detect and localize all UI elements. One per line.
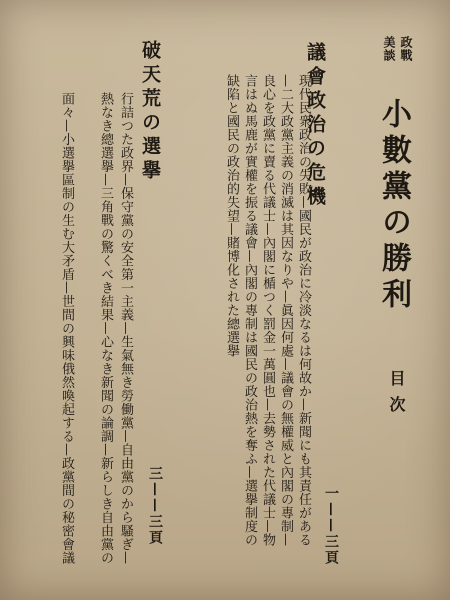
chapter-2-heading: 破天荒の選擧 bbox=[139, 40, 161, 184]
chapter-2-pages: 三——三頁 bbox=[147, 466, 163, 546]
series-label-line1: 政戰 bbox=[399, 36, 413, 62]
series-label-line2: 美談 bbox=[382, 36, 396, 62]
chapter-1-line: —二大政黨主義の消滅は其因なりや—眞因何處—議會の無權威と內閣の專制— bbox=[278, 74, 293, 547]
chapter-2-line: 行詰つた政界—保守黨の安全第一主義—生氣無き勞働黨—自由黨のから騷ぎ— bbox=[118, 92, 133, 565]
chapter-2-line: 面々—小選擧區制の生む大矛盾—世間の興味俄然喚起する—政黨間の秘密會議 bbox=[59, 92, 74, 565]
chapter-1-line: 現代民衆政治の失敗—國民が政治に冷淡なるは何故か—新聞にも其責任がある bbox=[296, 74, 311, 547]
chapter-1-line: 缺陷と國民の政治的失望—賭博化された總選擧 bbox=[224, 74, 239, 358]
chapter-1-pages: 一——三頁 bbox=[323, 486, 339, 566]
toc-label: 目次 bbox=[387, 370, 406, 422]
chapter-1-line: 良心を政黨に賣る代議士—內閣に楯つく罰金一萬圓也—去勢された代議士—物 bbox=[260, 74, 275, 547]
chapter-1-heading: 議會政治の危機 bbox=[304, 42, 326, 210]
book-title: 小數黨の勝利 bbox=[376, 98, 411, 314]
chapter-1-line: 言はぬ馬鹿が實權を振る議會—內閣の專制は國民の政治熱を奪ふ—選擧制度の bbox=[242, 74, 257, 547]
chapter-2-line: 熱なき總選擧—三角戰の驚くべき結果—心なき新聞の論調—新らしき自由黨の bbox=[98, 92, 113, 565]
